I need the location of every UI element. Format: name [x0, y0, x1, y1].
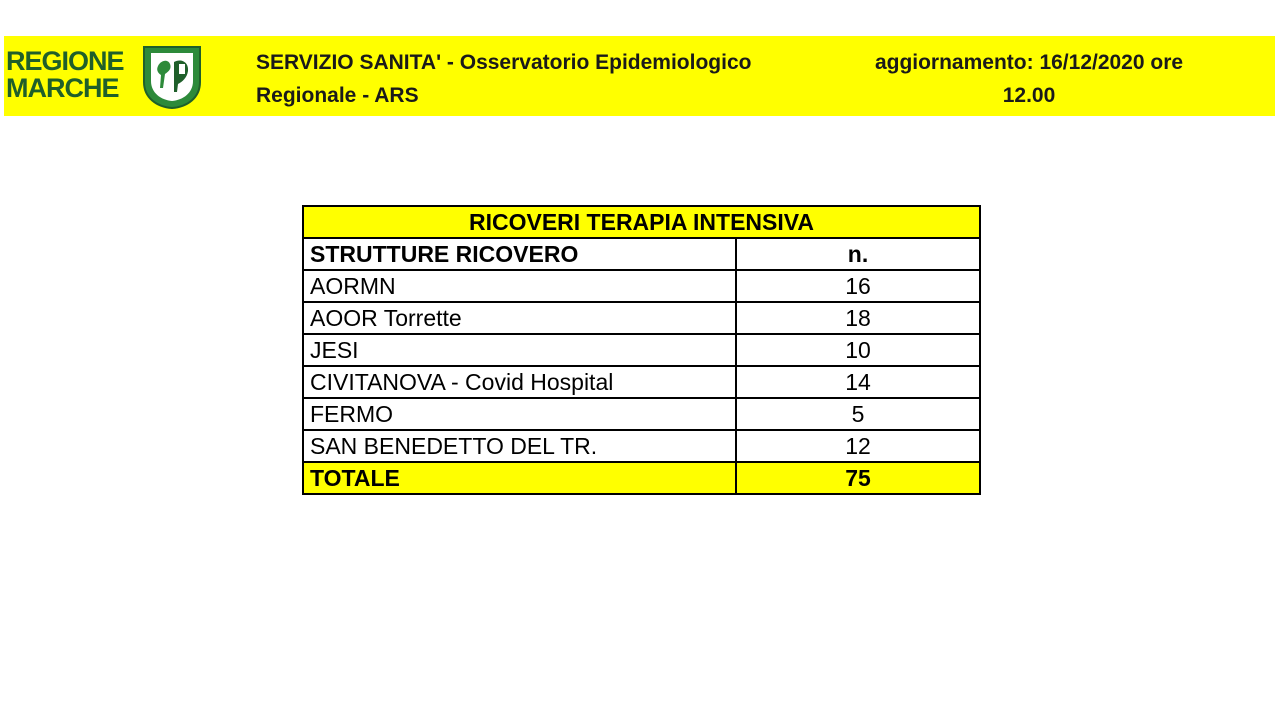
- table-total-row: [303, 462, 980, 494]
- service-line-1: SERVIZIO SANITA' - Osservatorio Epidemiologico: [256, 51, 752, 74]
- table-row: [303, 366, 980, 398]
- row-structure-name: CIVITANOVA - Covid Hospital: [303, 366, 736, 398]
- row-structure-name: FERMO: [303, 398, 736, 430]
- table-row: [303, 302, 980, 334]
- column-header-count: n.: [736, 238, 980, 270]
- table-header-row: [303, 238, 980, 270]
- row-structure-name: SAN BENEDETTO DEL TR.: [303, 430, 736, 462]
- row-count: 12: [736, 430, 980, 462]
- logo-line-2: MARCHE: [6, 73, 119, 103]
- row-structure-name: JESI: [303, 334, 736, 366]
- column-header-structure: STRUTTURE RICOVERO: [303, 238, 736, 270]
- total-value: 75: [736, 462, 980, 494]
- logo-wordmark: [6, 48, 124, 102]
- total-label: TOTALE: [303, 462, 736, 494]
- row-structure-name: AORMN: [303, 270, 736, 302]
- service-line-2: Regionale - ARS: [256, 84, 419, 107]
- row-count: 5: [736, 398, 980, 430]
- service-title: [256, 46, 816, 112]
- row-count: 18: [736, 302, 980, 334]
- coat-of-arms-icon: [141, 44, 203, 110]
- row-count: 16: [736, 270, 980, 302]
- header-banner: [4, 36, 1275, 116]
- update-line-2: 12.00: [1002, 84, 1056, 107]
- row-count: 14: [736, 366, 980, 398]
- table-title-row: [303, 206, 980, 238]
- table-title: RICOVERI TERAPIA INTENSIVA: [303, 206, 980, 238]
- table-row: [303, 398, 980, 430]
- row-count: 10: [736, 334, 980, 366]
- logo-line-1: REGIONE: [6, 46, 124, 76]
- table-row: [303, 270, 980, 302]
- table-row: [303, 334, 980, 366]
- row-structure-name: AOOR Torrette: [303, 302, 736, 334]
- table-row: [303, 430, 980, 462]
- update-line-1: aggiornamento: 16/12/2020 ore: [874, 51, 1184, 74]
- intensive-care-table: [302, 205, 981, 495]
- regione-marche-logo: [4, 42, 204, 110]
- update-timestamp: [839, 46, 1219, 112]
